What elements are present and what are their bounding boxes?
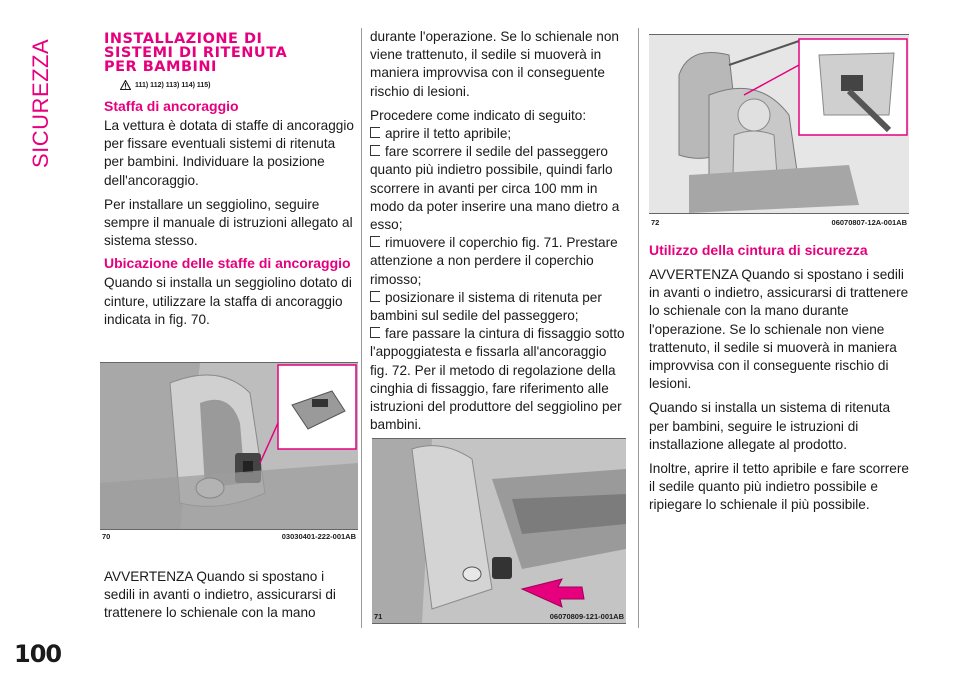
- paragraph: Procedere come indicato di seguito:: [370, 107, 587, 123]
- column-1: [102, 28, 356, 621]
- figure-71-code: 06070809-121-001AB: [549, 612, 624, 621]
- column-2: [370, 28, 626, 621]
- figure-72-number: 72: [651, 218, 660, 227]
- bullet-icon: [370, 236, 380, 247]
- paragraph: Inoltre, aprire il tetto apribile e fare scorrere il sedile quanto più indietro possibile e ripiegare lo schienale il più possibile.: [649, 461, 909, 513]
- section-title-line: PER BAMBINI: [104, 59, 217, 75]
- list-item: [370, 289, 626, 325]
- section-title-line: INSTALLAZIONE DI: [104, 31, 263, 47]
- section-title-line: SISTEMI DI RITENUTA: [104, 45, 288, 61]
- heading-staffa: Staffa di ancoraggio: [104, 98, 239, 114]
- figure-72-code: 06070807-12A-001AB: [831, 218, 907, 227]
- figure-70-code: 03030401-222-001AB: [281, 532, 356, 541]
- column-divider: [638, 28, 639, 628]
- list-item: [370, 325, 626, 434]
- heading-cintura: Utilizzo della cintura di sicurezza: [649, 242, 868, 258]
- paragraph: durante l'operazione. Se lo schienale non viene trattenuto, il sedile si muoverà in maniera improvvisa con il conseguente rischio di lesioni.: [370, 29, 619, 99]
- list-item-text: posizionare il sistema di ritenuta per bambini sul sedile del passeggero;: [370, 289, 602, 324]
- paragraph: Per installare un seggiolino, seguire sempre il manuale di istruzioni allegato al sistema stesso.: [104, 196, 353, 249]
- warning-refs-text: 111) 112) 113) 114) 115): [135, 81, 211, 89]
- list-item-text: aprire il tetto apribile;: [385, 126, 512, 142]
- warning-references: [120, 80, 354, 90]
- column-3: [649, 28, 909, 521]
- list-item: [370, 234, 626, 289]
- figure-71-image: [372, 439, 626, 623]
- figure-70-image: [100, 363, 358, 529]
- figure-71-number: 71: [374, 612, 383, 621]
- figure-70-caption: [100, 528, 358, 541]
- bullet-icon: [370, 127, 380, 138]
- section-label: [14, 28, 54, 168]
- warning-triangle-icon: [120, 80, 131, 90]
- figure-71-caption: [372, 608, 626, 621]
- paragraph: AVVERTENZA Quando si spostano i sedili in avanti o indietro, assicurarsi di trattenere lo schienale con la mano: [104, 569, 336, 621]
- figure-72: [649, 34, 909, 214]
- paragraph: Quando si installa un seggiolino dotato di cinture, utilizzare la staffa di ancoraggio indicata in fig. 70.: [104, 275, 352, 327]
- list-item: [370, 143, 626, 234]
- paragraph: AVVERTENZA Quando si spostano i sedili in avanti o indietro, assicurarsi di trattenere lo schienale con la mano durante l'operazione. Se lo schienale non viene trattenuto, il sedile si muoverà in maniera improvvisa con il conseguente rischio di lesioni.: [649, 267, 909, 392]
- figure-70-number: 70: [102, 532, 111, 541]
- list-item-text: rimuovere il coperchio fig. 71. Prestare attenzione a non perdere il coperchio rimosso;: [370, 235, 618, 287]
- section-title: [104, 32, 354, 74]
- column-divider: [361, 28, 362, 628]
- figure-71: [372, 438, 626, 624]
- section-label-text: SICUREZZA: [28, 38, 53, 168]
- bullet-icon: [370, 145, 380, 156]
- paragraph: Quando si installa un sistema di ritenuta per bambini, seguire le istruzioni di installazione allegate al prodotto.: [649, 400, 891, 452]
- list-item-text: fare passare la cintura di fissaggio sotto l'appoggiatesta e fissarla all'ancoraggio fig. 72. Per il metodo di regolazione della cinghia di fissaggio, fare riferimento alle istruzioni del produttore del seggiolino per bambini.: [370, 326, 625, 433]
- page-number: 100: [14, 640, 62, 668]
- list-item: [370, 125, 626, 143]
- figure-72-caption: [649, 214, 909, 227]
- paragraph: La vettura è dotata di staffe di ancoraggio per fissare eventuali sistemi di ritenuta per bambini. Individuare la posizione dell'ancoraggio.: [104, 118, 354, 188]
- figure-72-image: [649, 35, 909, 213]
- figure-70: [100, 362, 358, 530]
- heading-ubicazione: Ubicazione delle staffe di ancoraggio: [104, 255, 351, 272]
- bullet-icon: [370, 291, 380, 302]
- list-item-text: fare scorrere il sedile del passeggero quanto più indietro possibile, quindi farlo scorrere in avanti per circa 100 mm in modo da poter inserire una mano dietro a esso;: [370, 144, 620, 233]
- bullet-icon: [370, 327, 380, 338]
